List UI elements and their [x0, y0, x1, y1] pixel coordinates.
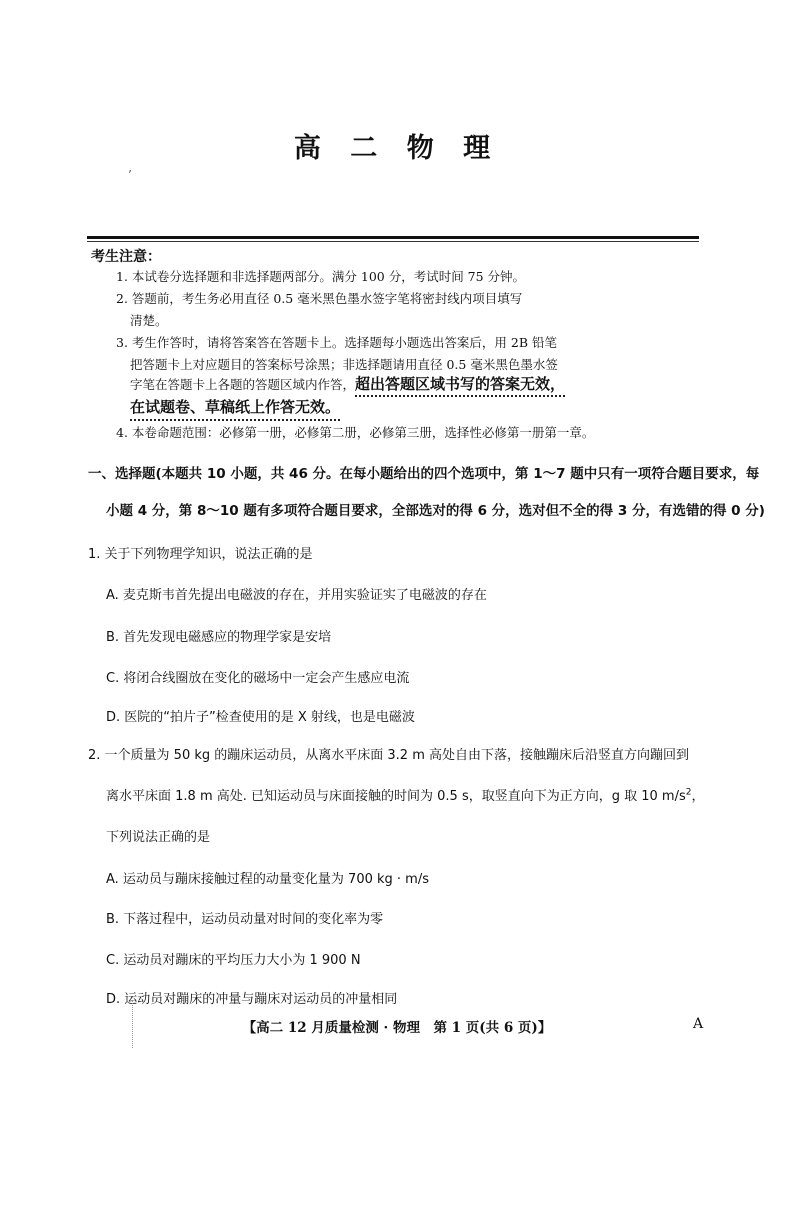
notice-item-3-line-1: 3. 考生作答时，请将答案答在答题卡上。选择题每小题选出答案后，用 2B 铅笔: [116, 335, 557, 350]
question-2-option-c: C. 运动员对蹦床的平均压力大小为 1 900 N: [106, 953, 361, 968]
question-2-stem-line-3: 下列说法正确的是: [106, 830, 211, 845]
stray-mark: ’: [128, 168, 132, 182]
notice-emphasis-1: 超出答题区域书写的答案无效，: [355, 375, 565, 397]
notice-emphasis-2: 在试题卷、草稿纸上作答无效。: [130, 396, 340, 421]
question-2-option-a: A. 运动员与蹦床接触过程的动量变化量为 700 kg · m/s: [106, 872, 430, 887]
question-2-stem-line-2-end: ，: [691, 789, 705, 804]
header-rule-thick: [87, 236, 699, 239]
question-1-option-b: B. 首先发现电磁感应的物理学家是安培: [106, 630, 332, 645]
question-1-option-c: C. 将闭合线圈放在变化的磁场中一定会产生感应电流: [106, 671, 410, 686]
header-rule-thin: [87, 241, 699, 242]
question-2-option-d: D. 运动员对蹦床的冲量与蹦床对运动员的冲量相同: [106, 992, 398, 1007]
notice-heading: 考生注意：: [91, 249, 161, 265]
question-2-stem-line-1: 2. 一个质量为 50 kg 的蹦床运动员，从离水平床面 3.2 m 高处自由下落，接触蹦床后沿竖直方向蹦回到: [88, 748, 689, 763]
exponent: 2: [685, 787, 692, 798]
question-2-stem-line-2: [106, 785, 704, 804]
page-footer: 【高二 12 月质量检测 · 物理 第 1 页(共 6 页)】: [242, 1020, 552, 1036]
question-2-option-b: B. 下落过程中，运动员动量对时间的变化率为零: [106, 912, 384, 927]
question-1-option-a: A. 麦克斯韦首先提出电磁波的存在，并用实验证实了电磁波的存在: [106, 588, 487, 603]
notice-item-2-line-1: 2. 答题前，考生务必用直径 0.5 毫米黑色墨水签字笔将密封线内项目填写: [116, 291, 523, 306]
question-2-stem-line-2-text: 离水平床面 1.8 m 高处. 已知运动员与床面接触的时间为 0.5 s，取竖直向下为正方向，g 取 10 m/s: [106, 789, 686, 804]
paper-version: A: [693, 1016, 704, 1032]
section-1-instructions-line-1: 一、选择题(本题共 10 小题，共 46 分。在每小题给出的四个选项中，第 1～7 题中只有一项符合题目要求，每: [88, 466, 760, 482]
notice-item-1: 1. 本试卷分选择题和非选择题两部分。满分 100 分，考试时间 75 分钟。: [116, 269, 526, 284]
question-1-stem: 1. 关于下列物理学知识，说法正确的是: [88, 547, 313, 562]
page-title: 高 二 物 理: [293, 133, 501, 164]
question-1-option-d: D. 医院的“拍片子”检查使用的是 X 射线，也是电磁波: [106, 710, 415, 725]
notice-item-3-line-3: [130, 373, 565, 394]
notice-item-3-line-3-text: 字笔在答题卡上各题的答题区域内作答，: [130, 377, 356, 392]
section-1-instructions-line-2: 小题 4 分，第 8～10 题有多项符合题目要求，全部选对的得 6 分，选对但不全的得 3 分，有选错的得 0 分): [106, 503, 765, 519]
notice-item-4: 4. 本卷命题范围：必修第一册，必修第二册，必修第三册，选择性必修第一册第一章。: [116, 425, 595, 440]
notice-item-3-line-2: 把答题卡上对应题目的答案标号涂黑；非选择题请用直径 0.5 毫米黑色墨水签: [130, 357, 558, 372]
notice-item-2-line-2: 清楚。: [130, 313, 168, 328]
